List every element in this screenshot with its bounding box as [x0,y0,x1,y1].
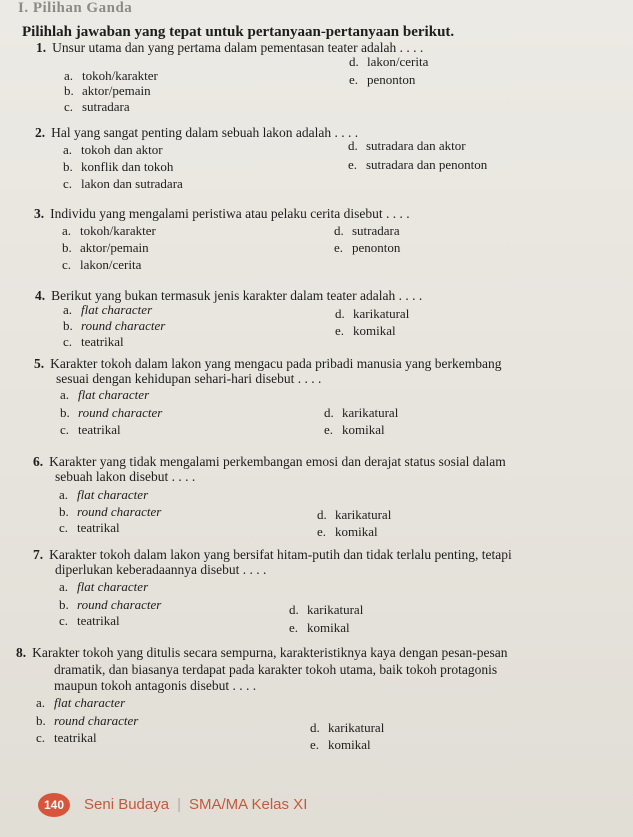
question-number: 1. [36,40,47,55]
question-stem: Unsur utama dan yang pertama dalam pementasan teater adalah . . . . [52,40,424,55]
question-number: 4. [35,288,46,303]
question-2 [35,125,615,190]
option-e: e. komikal [335,323,396,338]
option-d: d. lakon/cerita [349,54,429,69]
book-title: Seni Budaya [84,796,170,813]
option-e: e. sutradara dan penonton [348,157,488,172]
option-a: a. flat character [63,302,153,317]
option-e: e. komikal [289,620,350,635]
option-d: d. karikatural [289,602,364,617]
option-e: e. komikal [310,737,371,752]
instruction: Pilihlah jawaban yang tepat untuk pertanyaan-pertanyaan berikut. [22,24,455,40]
option-a: a. tokoh/karakter [62,223,156,238]
option-c: c. lakon dan sutradara [63,176,183,191]
option-c: c. teatrikal [63,334,124,349]
option-c: c. sutradara [64,99,130,114]
question-1 [36,40,616,115]
option-a: a. tokoh dan aktor [63,142,163,157]
question-3 [34,206,614,271]
question-number: 2. [35,125,46,140]
option-d: d. karikatural [324,405,399,420]
question-stem-line2: sebuah lakon disebut . . . . [55,469,196,484]
option-b: b. round character [59,597,162,612]
question-stem: Karakter yang tidak mengalami perkembangan emosi dan derajat status sosial dalam [49,454,506,469]
question-4 [35,288,615,348]
option-e: e. penonton [349,72,416,87]
option-c: c. teatrikal [60,422,121,437]
option-b: b. round character [60,405,163,420]
option-a: a. tokoh/karakter [64,68,158,83]
option-e: e. komikal [324,422,385,437]
option-e: e. penonton [334,240,401,255]
option-b: b. round character [59,504,162,519]
option-b: b. aktor/pemain [62,240,149,255]
question-stem: Karakter tokoh yang ditulis secara sempurna, karakteristiknya kaya dengan pesan-pesan [32,645,508,660]
option-c: c. teatrikal [36,730,97,745]
question-stem-line2: dramatik, dan biasanya terdapat pada karakter tokoh utama, baik tokoh protagonis [54,662,498,677]
option-e: e. komikal [317,524,378,539]
question-5 [34,356,624,441]
section-title: I. Pilihan Ganda [18,0,133,16]
question-number: 8. [16,645,27,660]
option-d: d. karikatural [335,306,410,321]
option-c: c. lakon/cerita [62,257,142,272]
page-number-badge: 140 [38,793,70,817]
option-b: b. round character [36,713,139,728]
option-b: b. konflik dan tokoh [63,159,174,174]
option-a: a. flat character [59,487,149,502]
option-a: a. flat character [36,695,126,710]
grade-label: SMA/MA Kelas XI [188,796,308,813]
option-a: a. flat character [60,387,150,402]
option-b: b. round character [63,318,166,333]
option-c: c. teatrikal [59,520,120,535]
question-8 [16,645,626,755]
question-number: 6. [33,454,44,469]
option-c: c. teatrikal [59,613,120,628]
question-stem-line2: sesuai dengan kehidupan sehari-hari disebut . . . . [56,371,322,386]
question-number: 3. [34,206,45,221]
question-stem-line3: maupun tokoh antagonis disebut . . . . [54,678,257,693]
question-number: 5. [34,356,45,371]
option-d: d. karikatural [317,507,392,522]
option-a: a. flat character [59,579,149,594]
question-stem: Karakter tokoh dalam lakon yang mengacu pada pribadi manusia yang berkembang [50,356,502,371]
option-d: d. sutradara dan aktor [348,138,466,153]
option-b: b. aktor/pemain [64,83,151,98]
question-stem: Berikut yang bukan termasuk jenis karakter dalam teater adalah . . . . [51,288,423,303]
option-d: d. karikatural [310,720,385,735]
footer-separator: | [177,796,181,813]
question-6 [33,454,623,539]
question-stem: Hal yang sangat penting dalam sebuah lakon adalah . . . . [51,125,359,140]
question-number: 7. [33,547,44,562]
option-d: d. sutradara [334,223,400,238]
question-stem: Karakter tokoh dalam lakon yang bersifat hitam-putih dan tidak terlalu penting, tetapi [49,547,512,562]
question-7 [33,547,623,637]
question-stem: Individu yang mengalami peristiwa atau pelaku cerita disebut . . . . [50,206,410,221]
question-stem-line2: diperlukan keberadaannya disebut . . . . [55,562,267,577]
